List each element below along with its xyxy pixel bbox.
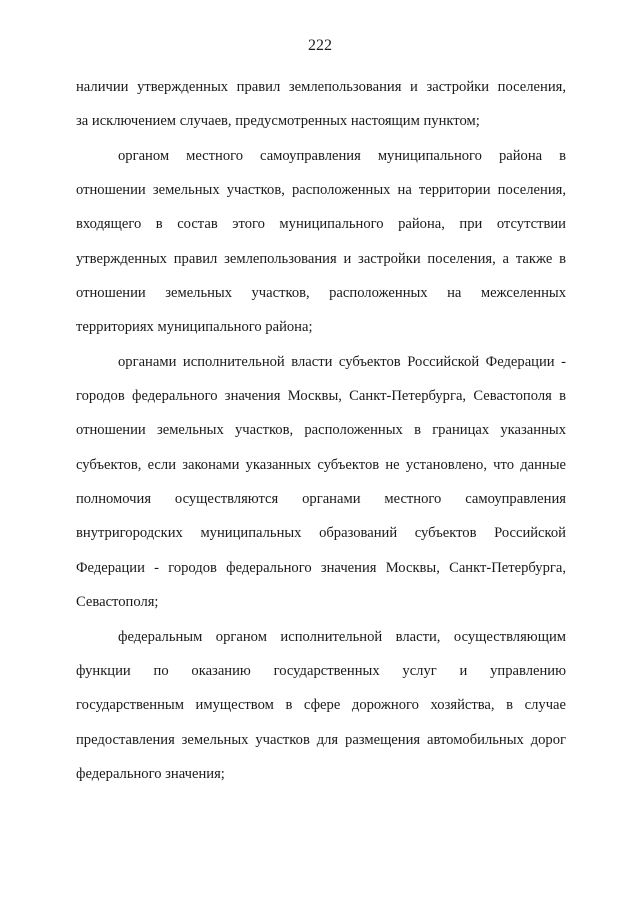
text-line: функции по оказанию государственных услуг и управлению bbox=[76, 662, 566, 679]
text-line: предоставления земельных участков для размещения автомобильных дорог bbox=[76, 731, 566, 748]
paragraph-federal-cities bbox=[76, 351, 566, 626]
text-line: субъектов, если законами указанных субъектов не установлено, что данные bbox=[76, 456, 566, 473]
text-line: Севастополя; bbox=[76, 594, 159, 611]
text-line: государственным имуществом в сфере дорожного хозяйства, в случае bbox=[76, 697, 566, 714]
text-line: органами исполнительной власти субъектов Российской Федерации - bbox=[118, 353, 566, 370]
text-line: территориях муниципального района; bbox=[76, 319, 313, 336]
text-line: федерального значения; bbox=[76, 765, 225, 782]
text-line: городов федерального значения Москвы, Санкт-Петербурга, Севастополя в bbox=[76, 388, 566, 405]
text-line: отношении земельных участков, расположенных в границах указанных bbox=[76, 422, 566, 439]
paragraph-federal-road-agency bbox=[76, 626, 566, 798]
text-line: утвержденных правил землепользования и застройки поселения, а также в bbox=[76, 250, 566, 267]
text-line: внутригородских муниципальных образований субъектов Российской bbox=[76, 525, 566, 542]
text-line: полномочия осуществляются органами местного самоуправления bbox=[76, 491, 566, 508]
page-number: 222 bbox=[308, 37, 332, 54]
text-line: входящего в состав этого муниципального района, при отсутствии bbox=[76, 216, 566, 233]
text-line: за исключением случаев, предусмотренных настоящим пунктом; bbox=[76, 113, 480, 130]
paragraph-municipal-district bbox=[76, 145, 566, 351]
text-line: наличии утвержденных правил землепользования и застройки поселения, bbox=[76, 79, 566, 95]
text-line: отношении земельных участков, расположенных на межселенных bbox=[76, 285, 566, 302]
text-line: органом местного самоуправления муниципального района в bbox=[118, 147, 566, 164]
document-body bbox=[76, 76, 566, 797]
paragraph-continuation bbox=[76, 76, 566, 145]
text-line: отношении земельных участков, расположенных на территории поселения, bbox=[76, 182, 566, 199]
text-line: Федерации - городов федерального значения Москвы, Санкт-Петербурга, bbox=[76, 559, 566, 576]
text-line: федеральным органом исполнительной власти, осуществляющим bbox=[118, 628, 566, 645]
